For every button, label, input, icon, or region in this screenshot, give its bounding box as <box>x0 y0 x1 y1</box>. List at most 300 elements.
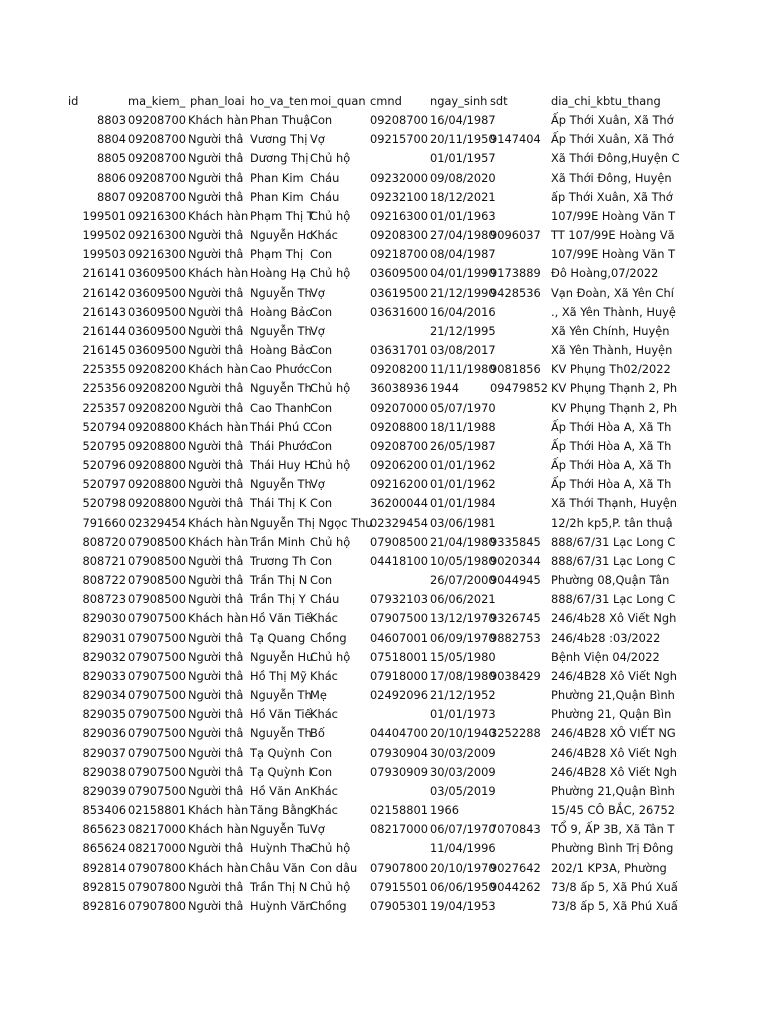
table-row <box>0 379 768 398</box>
cell-id: 520797 <box>82 477 126 492</box>
cell-sdt <box>490 705 550 724</box>
cell-ma-kiem-: 09216300 <box>128 228 186 243</box>
cell-moi-quan: Cháu <box>310 170 340 185</box>
table-row <box>0 763 768 782</box>
cell-id: 199503 <box>82 247 126 262</box>
cell-sdt <box>490 245 550 264</box>
table-row <box>0 782 768 801</box>
cell-ho-va-ten: Thái Huy H <box>250 458 313 473</box>
cell-ma-kiem-: 09208800 <box>128 419 186 434</box>
header-cell-cmnd: cmnd <box>370 94 402 108</box>
table-row <box>0 820 768 839</box>
cell-ho-va-ten: Nguyễn Th <box>250 323 312 338</box>
cell-dia-chi-kbtu-thang: Phường 21,Quận Bình <box>551 688 675 703</box>
cell-dia-chi-kbtu-thang: 15/45 CÔ BẮC, 26752 <box>551 803 676 818</box>
cell-dia-chi-kbtu-thang: TT 107/99E Hoàng Vă <box>551 228 675 243</box>
cell-ngay-sinh: 21/12/1952 <box>430 688 496 703</box>
cell-phan-loai: Người thâ <box>188 304 244 319</box>
cell-moi-quan: Mẹ <box>310 688 327 703</box>
cell-cmnd: 03619500 <box>370 285 428 300</box>
cell-moi-quan: Con <box>310 304 333 319</box>
cell-cmnd: 09232100 <box>370 189 428 204</box>
cell-sdt <box>490 801 550 820</box>
table-row <box>0 437 768 456</box>
cell-ngay-sinh: 10/05/1980 <box>430 553 496 568</box>
cell-sdt: 9081856 <box>490 362 541 377</box>
cell-dia-chi-kbtu-thang: 246/4B28 Xô Viết Ngh <box>551 764 677 779</box>
cell-ngay-sinh: 01/01/1962 <box>430 458 496 473</box>
cell-ma-kiem-: 07907500 <box>128 726 186 741</box>
cell-moi-quan: Chủ hộ <box>310 266 351 281</box>
cell-cmnd: 09208200 <box>370 362 428 377</box>
cell-moi-quan: Con <box>310 419 333 434</box>
cell-moi-quan: Khác <box>310 783 338 798</box>
cell-phan-loai: Người thâ <box>188 668 244 683</box>
cell-sdt <box>490 590 550 609</box>
table-row <box>0 859 768 878</box>
table-row <box>0 744 768 763</box>
cell-ngay-sinh: 11/11/1980 <box>430 362 496 377</box>
cell-cmnd: 36200044 <box>370 496 428 511</box>
cell-ho-va-ten: Cao Phước <box>250 362 311 377</box>
header-cell-id: id <box>68 94 79 108</box>
cell-ngay-sinh: 1966 <box>430 803 459 818</box>
cell-ngay-sinh: 05/07/1970 <box>430 400 496 415</box>
table-row <box>0 552 768 571</box>
cell-id: 808720 <box>82 534 126 549</box>
cell-ho-va-ten: Nguyễn Tu <box>250 822 311 837</box>
cell-ho-va-ten: Hồ Văn Tiế <box>250 707 312 722</box>
cell-ho-va-ten: Phạm Thị <box>250 247 304 262</box>
cell-phan-loai: Khách hàn <box>188 113 249 127</box>
cell-ma-kiem-: 07907800 <box>128 898 186 913</box>
cell-sdt <box>490 169 550 188</box>
cell-id: 808722 <box>82 573 126 588</box>
cell-phan-loai: Người thâ <box>188 477 244 492</box>
cell-ho-va-ten: Huỳnh Tha <box>250 841 312 856</box>
table-row <box>0 897 768 916</box>
cell-sdt <box>490 744 550 763</box>
cell-ho-va-ten: Hoàng Bảo <box>250 304 313 319</box>
cell-ma-kiem-: 07908500 <box>128 534 186 549</box>
cell-ma-kiem-: 09208700 <box>128 113 186 127</box>
cell-ma-kiem-: 07908500 <box>128 573 186 588</box>
cell-sdt: 9044945 <box>490 573 541 588</box>
cell-cmnd <box>370 322 430 341</box>
cell-dia-chi-kbtu-thang: ấp Thới Xuân, Xã Thớ <box>551 189 673 204</box>
table-row <box>0 245 768 264</box>
cell-id: 520795 <box>82 438 126 453</box>
cell-moi-quan: Chủ hộ <box>310 534 351 549</box>
cell-id: 216144 <box>82 323 126 338</box>
cell-ngay-sinh: 03/05/2019 <box>430 783 496 798</box>
cell-phan-loai: Người thâ <box>188 649 244 664</box>
cell-dia-chi-kbtu-thang: Xã Yên Thành, Huyện <box>551 343 673 358</box>
cell-id: 216142 <box>82 285 126 300</box>
cell-sdt <box>490 763 550 782</box>
header-cell-ho-va-ten: ho_va_ten <box>250 94 308 108</box>
cell-moi-quan: Con <box>310 113 333 127</box>
cell-dia-chi-kbtu-thang: Xã Thới Đông, Huyện <box>551 170 672 185</box>
cell-phan-loai: Khách hàn <box>188 208 249 223</box>
table-row <box>0 648 768 667</box>
cell-phan-loai: Người thâ <box>188 381 244 396</box>
cell-moi-quan: Chủ hộ <box>310 381 351 396</box>
table-row <box>0 360 768 379</box>
cell-ma-kiem-: 09208200 <box>128 400 186 415</box>
cell-phan-loai: Khách hàn <box>188 515 249 530</box>
cell-ho-va-ten: Tăng Bằng <box>250 803 312 818</box>
cell-sdt <box>490 475 550 494</box>
cell-ma-kiem-: 07907500 <box>128 688 186 703</box>
table-row <box>0 801 768 820</box>
cell-ma-kiem-: 09208800 <box>128 477 186 492</box>
cell-moi-quan: Khác <box>310 668 338 683</box>
cell-dia-chi-kbtu-thang: 246/4B28 Xô Viết Ngh <box>551 668 677 683</box>
cell-ma-kiem-: 07907800 <box>128 879 186 894</box>
table-row <box>0 686 768 705</box>
cell-cmnd: 03631600 <box>370 304 428 319</box>
cell-cmnd: 07930909 <box>370 764 428 779</box>
cell-dia-chi-kbtu-thang: 107/99E Hoàng Văn T <box>551 247 676 262</box>
cell-sdt <box>490 456 550 475</box>
cell-ngay-sinh: 21/12/1995 <box>430 323 496 338</box>
cell-dia-chi-kbtu-thang: KV Phụng Thạnh 2, Ph <box>551 400 678 415</box>
table-row <box>0 475 768 494</box>
cell-ngay-sinh: 20/10/1970 <box>430 860 496 875</box>
cell-ma-kiem-: 07907500 <box>128 649 186 664</box>
table-row <box>0 303 768 322</box>
cell-ho-va-ten: Trần Thị N <box>250 573 308 588</box>
cell-phan-loai: Người thâ <box>188 247 244 262</box>
cell-phan-loai: Khách hàn <box>188 611 249 626</box>
cell-cmnd: 09208700 <box>370 113 428 127</box>
cell-ma-kiem-: 09208700 <box>128 189 186 204</box>
cell-phan-loai: Người thâ <box>188 879 244 894</box>
cell-ho-va-ten: Nguyễn Th <box>250 688 312 703</box>
cell-cmnd: 07518001 <box>370 649 428 664</box>
table-row <box>0 322 768 341</box>
cell-id: 520796 <box>82 458 126 473</box>
cell-ho-va-ten: Thái Phước <box>250 438 313 453</box>
cell-moi-quan: Con <box>310 438 333 453</box>
cell-id: 829037 <box>82 745 126 760</box>
cell-ngay-sinh: 09/08/2020 <box>430 170 496 185</box>
cell-ma-kiem-: 09208800 <box>128 458 186 473</box>
cell-ma-kiem-: 08217000 <box>128 841 186 856</box>
cell-ho-va-ten: Hoàng Bảo <box>250 343 313 358</box>
table-row <box>0 839 768 858</box>
cell-sdt: 9173889 <box>490 266 541 281</box>
cell-ma-kiem-: 09208700 <box>128 170 186 185</box>
table-row <box>0 111 768 130</box>
cell-dia-chi-kbtu-thang: 888/67/31 Lạc Long C <box>551 534 676 549</box>
cell-dia-chi-kbtu-thang: 246/4B28 XÔ VIẾT NG <box>551 726 676 741</box>
cell-ho-va-ten: Nguyễn Th <box>250 477 312 492</box>
cell-ma-kiem-: 09216300 <box>128 208 186 223</box>
cell-cmnd: 04404700 <box>370 726 428 741</box>
cell-ngay-sinh: 26/07/2000 <box>430 573 496 588</box>
table-row <box>0 571 768 590</box>
cell-ngay-sinh: 03/08/2017 <box>430 343 496 358</box>
cell-id: 829030 <box>82 611 126 626</box>
cell-dia-chi-kbtu-thang: Xã Yên Chính, Huyện <box>551 323 670 338</box>
cell-id: 225355 <box>82 362 126 377</box>
cell-moi-quan: Vợ <box>310 285 325 300</box>
cell-sdt: 9428536 <box>490 285 541 300</box>
cell-phan-loai: Người thâ <box>188 228 244 243</box>
cell-id: 216141 <box>82 266 126 281</box>
cell-ngay-sinh: 16/04/1987 <box>430 113 496 127</box>
cell-ma-kiem-: 03609500 <box>128 343 186 358</box>
cell-ho-va-ten: Dương Thị <box>250 151 309 166</box>
cell-cmnd <box>370 839 430 858</box>
table-row <box>0 341 768 360</box>
cell-ho-va-ten: Tạ Quỳnh <box>250 745 305 760</box>
header-row <box>0 92 768 111</box>
cell-id: 216143 <box>82 304 126 319</box>
cell-ngay-sinh: 06/09/1970 <box>430 630 496 645</box>
cell-cmnd: 02329454 <box>370 515 428 530</box>
cell-dia-chi-kbtu-thang: Phường 08,Quận Tân <box>551 573 670 588</box>
cell-sdt: 9044262 <box>490 879 541 894</box>
cell-sdt: 09479852 <box>490 381 548 396</box>
cell-ma-kiem-: 02329454 <box>128 515 186 530</box>
cell-moi-quan: Con dâu <box>310 860 358 875</box>
cell-id: 829039 <box>82 783 126 798</box>
cell-dia-chi-kbtu-thang: 246/4b28 Xô Viết Ngh <box>551 611 677 626</box>
cell-ho-va-ten: Hồ Văn Tiế <box>250 611 312 626</box>
cell-ho-va-ten: Phan Kim <box>250 170 304 185</box>
cell-ho-va-ten: Nguyễn Th <box>250 285 312 300</box>
cell-ngay-sinh: 18/11/1988 <box>430 419 496 434</box>
table-row <box>0 188 768 207</box>
cell-sdt: 3252288 <box>490 726 541 741</box>
cell-id: 829031 <box>82 630 126 645</box>
cell-ma-kiem-: 08217000 <box>128 822 186 837</box>
cell-ma-kiem-: 07907500 <box>128 630 186 645</box>
cell-phan-loai: Người thâ <box>188 592 244 607</box>
cell-moi-quan: Chủ hộ <box>310 841 351 856</box>
cell-cmnd: 09207000 <box>370 400 428 415</box>
cell-ho-va-ten: Hồ Thị Mỹ <box>250 668 307 683</box>
cell-dia-chi-kbtu-thang: Ấp Thới Hòa A, Xã Th <box>551 477 672 492</box>
cell-ho-va-ten: Tạ Quang <box>250 630 306 645</box>
cell-sdt: 9020344 <box>490 553 541 568</box>
cell-ma-kiem-: 07908500 <box>128 592 186 607</box>
cell-ngay-sinh: 21/12/1990 <box>430 285 496 300</box>
cell-ma-kiem-: 07907500 <box>128 707 186 722</box>
cell-ma-kiem-: 09216300 <box>128 247 186 262</box>
cell-moi-quan: Chủ hộ <box>310 879 351 894</box>
cell-ho-va-ten: Phan Kim <box>250 189 304 204</box>
cell-phan-loai: Người thâ <box>188 898 244 913</box>
cell-phan-loai: Người thâ <box>188 132 244 147</box>
table-row <box>0 533 768 552</box>
cell-sdt <box>490 514 550 533</box>
cell-moi-quan: Chủ hộ <box>310 649 351 664</box>
cell-ho-va-ten: Nguyễn Th <box>250 726 312 741</box>
cell-ho-va-ten: Trương Th <box>250 553 307 568</box>
cell-ma-kiem-: 07907500 <box>128 668 186 683</box>
cell-ma-kiem-: 09208800 <box>128 496 186 511</box>
cell-sdt <box>490 207 550 226</box>
cell-cmnd: 07915501 <box>370 879 428 894</box>
cell-cmnd: 04418100 <box>370 553 428 568</box>
cell-cmnd: 09218700 <box>370 247 428 262</box>
cell-sdt <box>490 322 550 341</box>
cell-phan-loai: Người thâ <box>188 707 244 722</box>
cell-id: 225356 <box>82 381 126 396</box>
cell-moi-quan: Con <box>310 362 333 377</box>
table-row <box>0 667 768 686</box>
cell-sdt <box>490 188 550 207</box>
cell-moi-quan: Chủ hộ <box>310 458 351 473</box>
cell-ma-kiem-: 09208700 <box>128 151 186 166</box>
header-cell-moi-quan: moi_quan <box>310 94 366 108</box>
cell-ma-kiem-: 03609500 <box>128 266 186 281</box>
cell-cmnd: 36038936 <box>370 381 428 396</box>
cell-sdt <box>490 149 550 168</box>
cell-ma-kiem-: 07907800 <box>128 860 186 875</box>
cell-ho-va-ten: Phạm Thị T <box>250 208 314 223</box>
cell-id: 892814 <box>82 860 126 875</box>
cell-cmnd: 07932103 <box>370 592 428 607</box>
cell-phan-loai: Người thâ <box>188 170 244 185</box>
cell-id: 892815 <box>82 879 126 894</box>
cell-ho-va-ten: Tạ Quỳnh I <box>250 764 312 779</box>
table-row <box>0 226 768 245</box>
cell-cmnd: 09208300 <box>370 228 428 243</box>
cell-moi-quan: Vợ <box>310 323 325 338</box>
cell-sdt: 9027642 <box>490 860 541 875</box>
cell-dia-chi-kbtu-thang: Phường Bình Trị Đông <box>551 841 674 856</box>
cell-cmnd: 07905301 <box>370 898 428 913</box>
cell-cmnd <box>370 149 430 168</box>
table-row <box>0 724 768 743</box>
cell-sdt <box>490 897 550 916</box>
cell-dia-chi-kbtu-thang: Ấp Thới Hòa A, Xã Th <box>551 438 672 453</box>
table-row <box>0 284 768 303</box>
cell-ho-va-ten: Thái Thị K <box>250 496 307 511</box>
cell-dia-chi-kbtu-thang: KV Phụng Thạnh 2, Ph <box>551 381 678 396</box>
cell-id: 791660 <box>82 515 126 530</box>
cell-phan-loai: Người thâ <box>188 323 244 338</box>
cell-phan-loai: Người thâ <box>188 688 244 703</box>
cell-moi-quan: Khác <box>310 803 338 818</box>
cell-moi-quan: Cháu <box>310 189 340 204</box>
cell-dia-chi-kbtu-thang: Ấp Thới Hòa A, Xã Th <box>551 458 672 473</box>
cell-id: 892816 <box>82 898 126 913</box>
cell-ma-kiem-: 07908500 <box>128 553 186 568</box>
cell-moi-quan: Chồng <box>310 898 347 913</box>
cell-dia-chi-kbtu-thang: ., Xã Yên Thành, Huyệ <box>551 304 676 319</box>
table-row <box>0 494 768 513</box>
cell-moi-quan: Con <box>310 553 333 568</box>
cell-cmnd: 09216300 <box>370 208 428 223</box>
cell-id: 8807 <box>97 189 126 204</box>
cell-ngay-sinh: 30/03/2009 <box>430 764 496 779</box>
cell-moi-quan: Khác <box>310 228 338 243</box>
cell-moi-quan: Vợ <box>310 132 325 147</box>
cell-dia-chi-kbtu-thang: Bệnh Viện 04/2022 <box>551 649 660 664</box>
cell-phan-loai: Khách hàn <box>188 419 249 434</box>
header-cell-sdt: sdt <box>490 94 508 108</box>
table-row <box>0 169 768 188</box>
cell-ho-va-ten: Hồ Văn An <box>250 783 310 798</box>
cell-dia-chi-kbtu-thang: 888/67/31 Lạc Long C <box>551 553 676 568</box>
cell-ma-kiem-: 03609500 <box>128 285 186 300</box>
header-cell-ngay-sinh: ngay_sinh <box>430 94 488 108</box>
cell-id: 808721 <box>82 553 126 568</box>
cell-ma-kiem-: 03609500 <box>128 304 186 319</box>
cell-moi-quan: Khác <box>310 611 338 626</box>
table-row <box>0 629 768 648</box>
cell-sdt <box>490 303 550 322</box>
cell-id: 199501 <box>82 208 126 223</box>
cell-moi-quan: Vợ <box>310 822 325 837</box>
cell-ho-va-ten: Nguyễn Th <box>250 381 312 396</box>
table-row <box>0 456 768 475</box>
cell-cmnd: 09208700 <box>370 438 428 453</box>
cell-ngay-sinh: 06/06/2021 <box>430 592 496 607</box>
cell-id: 520794 <box>82 419 126 434</box>
cell-id: 216145 <box>82 343 126 358</box>
cell-sdt: 7070843 <box>490 822 541 837</box>
cell-phan-loai: Người thâ <box>188 151 244 166</box>
cell-sdt: 9096037 <box>490 228 541 243</box>
table-row <box>0 514 768 533</box>
cell-ngay-sinh: 15/05/1980 <box>430 649 496 664</box>
cell-phan-loai: Khách hàn <box>188 534 249 549</box>
cell-phan-loai: Người thâ <box>188 841 244 856</box>
cell-phan-loai: Người thâ <box>188 496 244 511</box>
cell-sdt <box>490 437 550 456</box>
cell-ngay-sinh: 17/08/1980 <box>430 668 496 683</box>
table-row <box>0 418 768 437</box>
table-row <box>0 590 768 609</box>
cell-id: 865624 <box>82 841 126 856</box>
cell-phan-loai: Người thâ <box>188 343 244 358</box>
cell-ngay-sinh: 1944 <box>430 381 459 396</box>
cell-phan-loai: Người thâ <box>188 189 244 204</box>
cell-dia-chi-kbtu-thang: 246/4B28 Xô Viết Ngh <box>551 745 677 760</box>
cell-phan-loai: Khách hàn <box>188 266 249 281</box>
cell-ngay-sinh: 03/06/1981 <box>430 515 496 530</box>
cell-cmnd <box>370 782 430 801</box>
cell-moi-quan: Cháu <box>310 592 340 607</box>
cell-ma-kiem-: 09208800 <box>128 438 186 453</box>
cell-phan-loai: Người thâ <box>188 764 244 779</box>
header-cell-phan-loai: phan_loai <box>190 94 245 108</box>
table-row <box>0 264 768 283</box>
cell-ma-kiem-: 09208200 <box>128 381 186 396</box>
cell-ho-va-ten: Thái Phú C <box>250 419 311 434</box>
cell-ngay-sinh: 06/06/1950 <box>430 879 496 894</box>
cell-phan-loai: Người thâ <box>188 726 244 741</box>
cell-ma-kiem-: 07907500 <box>128 611 186 626</box>
cell-cmnd: 07907500 <box>370 611 428 626</box>
cell-ma-kiem-: 07907500 <box>128 745 186 760</box>
header-cell-dia-chi-kbtu-thang: dia_chi_kbtu_thang <box>551 94 661 108</box>
cell-cmnd <box>370 705 430 724</box>
cell-ho-va-ten: Vương Thị <box>250 132 308 147</box>
cell-moi-quan <box>310 514 370 533</box>
cell-ho-va-ten: Nguyễn Thị Ngọc Thu <box>250 515 373 530</box>
cell-id: 520798 <box>82 496 126 511</box>
table-row <box>0 705 768 724</box>
cell-id: 225357 <box>82 400 126 415</box>
